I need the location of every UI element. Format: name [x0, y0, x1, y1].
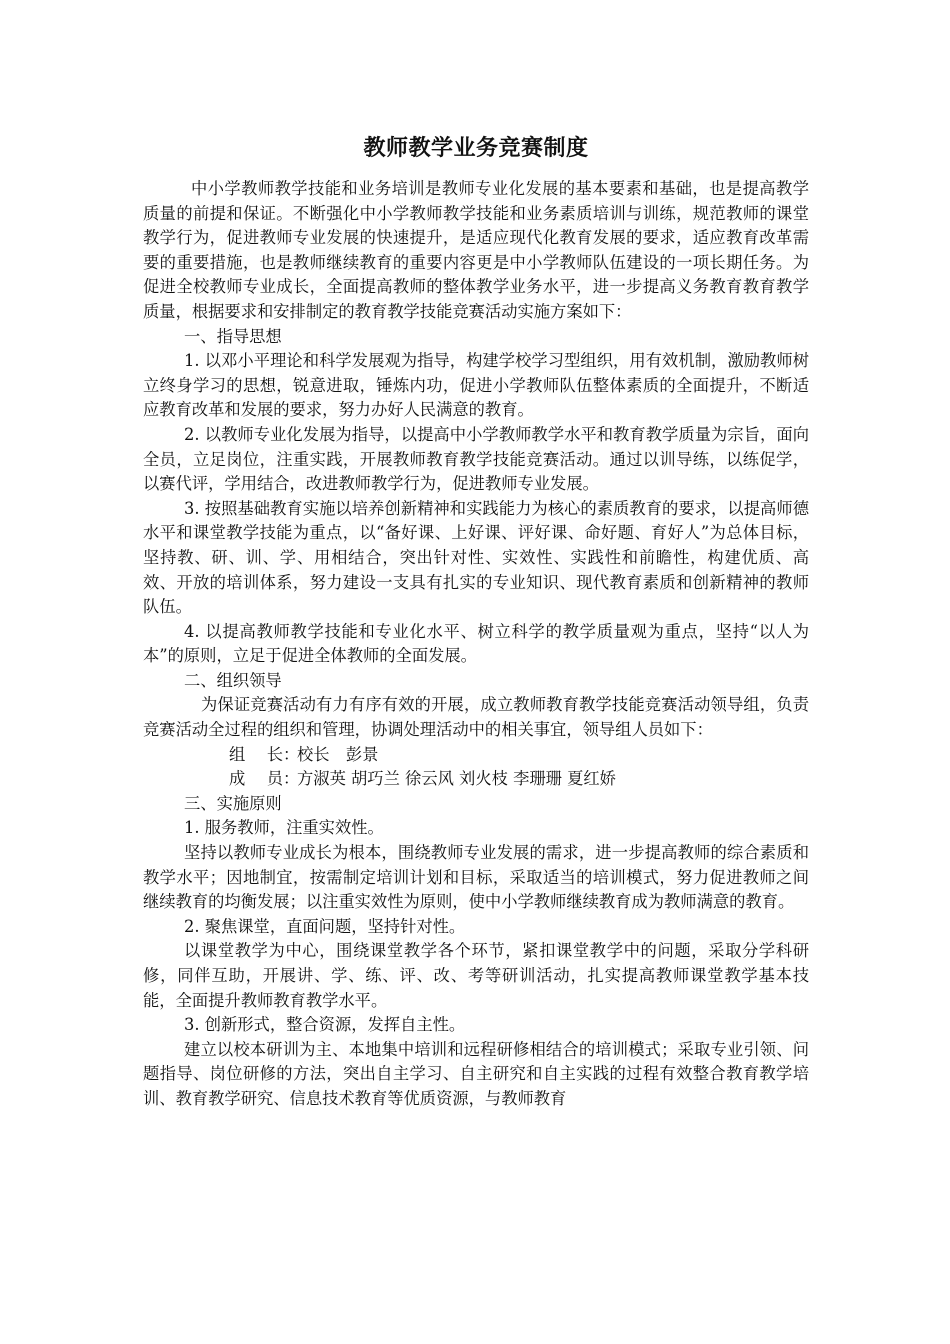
principle-3-text: 建立以校本研训为主、本地集中培训和远程研修相结合的培训模式；采取专业引领、问题指导、岗位研修的方法，突出自主学习、自主研究和自主实践的过程有效整合教育教学培训、教育教学研究、信息技术教育等优质资源，与教师教育: [143, 1039, 809, 1108]
leader-names: 校长 彭景: [297, 744, 379, 764]
principle-1-text: 坚持以教师专业成长为根本，围绕教师专业发展的需求，进一步提高教师的综合素质和教学水平；因地制宜，按需制定培训计划和目标，采取适当的培训模式，努力促进教师之间继续教育的均衡发展；以注重实效性为原则，使中小学教师继续教育成为教师满意的教育。: [143, 843, 809, 912]
guiding-item-4: 4. 以提高教师教学技能和专业化水平、树立科学的教学质量观为重点，坚持“以人为本”的原则，立足于促进全体教师的全面发展。: [143, 621, 809, 666]
principle-1-title: 1. 服务教师，注重实效性。: [184, 818, 384, 838]
section-heading-guiding-ideology: 一、指导思想: [184, 326, 282, 346]
section-heading-principles: 三、实施原则: [184, 793, 282, 813]
organization-paragraph: 为保证竞赛活动有力有序有效的开展，成立教师教育教学技能竞赛活动领导组，负责竞赛活动全过程的组织和管理，协调处理活动中的相关事宜，领导组人员如下：: [143, 695, 809, 740]
guiding-item-3: 3. 按照基础教育实施以培养创新精神和实践能力为核心的素质教育的要求，以提高师德水平和课堂教学技能为重点，以“备好课、上好课、评好课、命好题、育好人”为总体目标，坚持教、研、训、学、用相结合，突出针对性、实效性、实践性和前瞻性，构建优质、高效、开放的培训体系，努力建设一支具有扎实的专业知识、现代教育素质和创新精神的教师队伍。: [143, 498, 809, 617]
document-body: [143, 133, 809, 1112]
members-line: [143, 767, 809, 792]
document-title: 教师教学业务竞赛制度: [363, 135, 589, 161]
guiding-item-2: 2. 以教师专业化发展为指导，以提高中小学教师教学水平和教育教学质量为宗旨，面向全员，立足岗位，注重实践，开展教师教育教学技能竞赛活动。通过以训导练，以练促学，以赛代评，学用结合，改进教师教学行为，促进教师专业发展。: [143, 424, 809, 494]
leader-role-label: 组 长：: [229, 744, 300, 764]
member-role-label: 成 员：: [229, 769, 300, 789]
principle-2-title: 2. 聚焦课堂，直面问题，坚持针对性。: [184, 916, 466, 936]
section-heading-organization: 二、组织领导: [184, 670, 282, 690]
member-names: 方淑英 胡巧兰 徐云风 刘火枝 李珊珊 夏红娇: [297, 769, 616, 789]
principle-2-text: 以课堂教学为中心，围绕课堂教学各个环节，紧扣课堂教学中的问题，采取分学科研修，同伴互助，开展讲、学、练、评、改、考等研训活动，扎实提高教师课堂教学基本技能，全面提升教师教育教学水平。: [143, 941, 809, 1010]
principle-3-title: 3. 创新形式，整合资源，发挥自主性。: [184, 1015, 466, 1035]
leader-line: [143, 743, 809, 768]
intro-paragraph: 中小学教师教学技能和业务培训是教师专业化发展的基本要素和基础，也是提高教学质量的前提和保证。不断强化中小学教师教学技能和业务素质培训与训练，规范教师的课堂教学行为，促进教师专业发展的快速提升，是适应现代化教育发展的要求，适应教育改革需要的重要措施，也是教师继续教育的重要内容更是中小学教师队伍建设的一项长期任务。为促进全校教师专业成长，全面提高教师的整体教学业务水平，进一步提高义务教育教育教学质量，根据要求和安排制定的教育教学技能竞赛活动实施方案如下：: [143, 179, 809, 321]
guiding-item-1: 1. 以邓小平理论和科学发展观为指导，构建学校学习型组织，用有效机制，激励教师树立终身学习的思想，锐意进取，锤炼内功，促进小学教师队伍整体素质的全面提升，不断适应教育改革和发展的要求，努力办好人民满意的教育。: [143, 351, 809, 420]
